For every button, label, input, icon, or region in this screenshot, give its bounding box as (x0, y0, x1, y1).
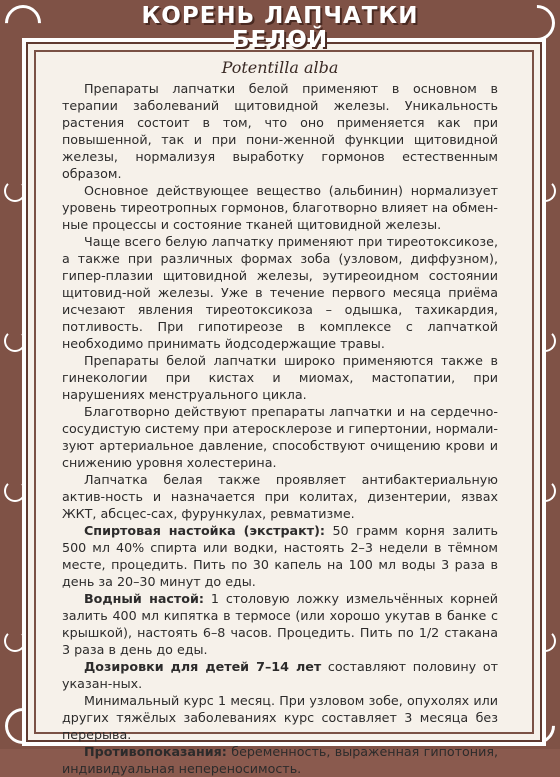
recipe-text: составляют половину от указан-ных. (62, 659, 498, 691)
contraindications-text: беременность, выраженная гипотония, индивидуальная непереносимость. (62, 744, 498, 776)
latin-name: Potentilla alba (221, 58, 339, 77)
recipe-water-infusion (62, 590, 498, 658)
recipe-text: 1 столовую ложку измельчённых корней залить 400 мл кипятка в термосе (или хорошо укутав в банке с крышкой), настоять 6–8 часов. Процедить. Пить по 1/2 стакана 3 раза в день до еды. (62, 591, 499, 657)
contraindications-label: Противопоказания: (84, 744, 227, 759)
recipe-text: 50 грамм корня залить 500 мл 40% спирта или водки, настоять 2–3 недели в тёмном месте, процедить. Пить по 30 капель на 100 мл воды 3 раза в день за 20–30 минут до еды. (62, 523, 498, 589)
article-body (62, 80, 498, 777)
recipe-label: Спиртовая настойка (экстракт): (84, 523, 325, 538)
course-duration: Минимальный курс 1 месяц. При узловом зобе, опухолях или других тяжёлых заболеваниях курс составляет 3 месяца без перерыва. (62, 693, 498, 742)
paragraph: Препараты лапчатки белой применяют в основном в терапии заболеваний щитовидной железы. Уникальность растения состоит в том, что оно применяется как при повышенной, так и при пони-женной функции щитовидной железы, нормализуя выработку гормонов естественным образом. (62, 81, 498, 181)
recipe-children-dosage (62, 658, 498, 692)
recipe-label: Дозировки для детей 7–14 лет (84, 659, 322, 674)
paragraph: Препараты белой лапчатки широко применяются также в гинекологии при кистах и миомах, мастопатии, при нарушениях менструального цикла. (62, 353, 498, 402)
title-line-1: КОРЕНЬ ЛАПЧАТКИ (141, 3, 419, 29)
paragraph: Благотворно действуют препараты лапчатки и на сердечно-сосудистую систему при атеросклерозе и гипертонии, нормали-зуют артериальное давление, способствуют очищению крови и снижению уровня холестерина. (62, 404, 498, 470)
contraindications (62, 743, 498, 777)
paragraph: Лапчатка белая также проявляет антибактериальную актив-ность и назначается при колитах, дизентерии, язвах ЖКТ, абсцес-сах, фурункулах, ревматизме. (62, 472, 498, 521)
recipe-label: Водный настой: (84, 591, 204, 606)
paragraph: Основное действующее вещество (альбинин) нормализует уровень тиреотропных гормонов, благотворно влияет на обмен-ные процессы и состояние тканей щитовидной железы. (62, 183, 498, 232)
paragraph: Чаще всего белую лапчатку применяют при тиреотоксикозе, а также при различных формах зоба (узловом, диффузном), гипер-плазии щитовидной железы, эутиреоидном состоянии щитовид-ной железы. Уже в течение первого месяца приёма исчезают явления тиреотоксикоза – одышка, тахикардия, потливость. При гипотиреозе в комплексе с лапчаткой необходимо принимать йодсодержащие травы. (62, 234, 498, 351)
recipe-alcohol-tincture (62, 522, 498, 590)
title-banner (0, 0, 560, 58)
title-line-2: БЕЛОЙ (231, 27, 329, 53)
